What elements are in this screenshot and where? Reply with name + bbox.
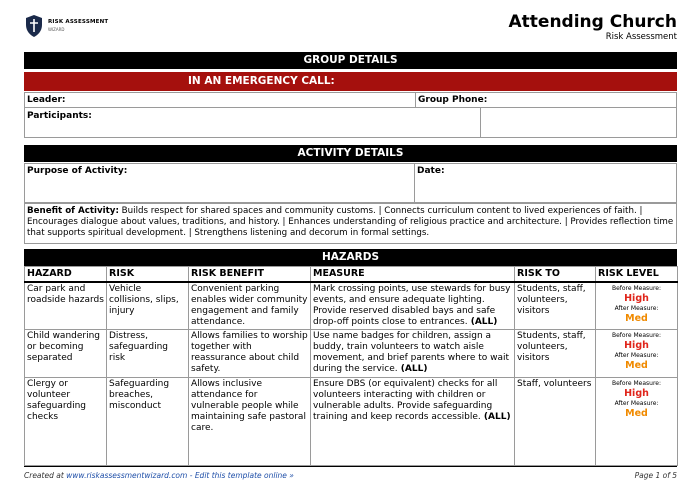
footer-credit xyxy=(24,471,294,480)
before-level: High xyxy=(624,292,649,304)
table-row xyxy=(25,282,678,330)
group-phone-label: Group Phone: xyxy=(418,95,488,105)
hazards-header-row xyxy=(25,267,678,282)
footer-edit-link[interactable]: - Edit this template online » xyxy=(187,471,294,480)
benefit-cell: Convenient parking enables wider community engagement and family attendance. xyxy=(189,282,311,330)
page-header xyxy=(24,10,677,46)
after-measure-label: After Measure: xyxy=(614,352,659,359)
col-measure: MEASURE xyxy=(311,267,515,282)
risk-cell: Distress, safeguarding risk xyxy=(107,330,189,378)
hazard-cell: Car park and roadside hazards xyxy=(25,282,107,330)
benefit-cell: Allows inclusive attendance for vulnerable people while maintaining safe pastoral care. xyxy=(189,378,311,466)
risk-to-cell: Students, staff, volunteers, visitors xyxy=(515,330,596,378)
measure-text: Use name badges for children, assign a buddy, train volunteers to watch aisle movement, and brief parents where to wait during the service. xyxy=(313,331,510,374)
logo-subtitle: WIZARD xyxy=(48,26,65,32)
measure-tag: (ALL) xyxy=(480,412,511,422)
measure-tag: (ALL) xyxy=(397,364,428,374)
measure-cell xyxy=(311,330,515,378)
hazards-table xyxy=(24,266,678,466)
after-measure-label: After Measure: xyxy=(614,304,659,312)
benefit-of-activity xyxy=(24,203,677,244)
after-level: Med xyxy=(625,312,648,324)
risk-level-cell xyxy=(596,378,678,466)
table-row xyxy=(25,330,678,378)
table-row xyxy=(25,378,678,466)
measure-text: Mark crossing points, use stewards for busy events, and ensure adequate lighting. Provide reserved disabled bays and safe drop-off points close to entrances. xyxy=(313,283,511,327)
group-details-box xyxy=(24,92,677,138)
col-risk-benefit: RISK BENEFIT xyxy=(189,267,311,282)
leader-label: Leader: xyxy=(27,95,66,105)
footer-site-link[interactable]: www.riskassessmentwizard.com xyxy=(66,471,188,480)
date-label: Date: xyxy=(417,166,445,176)
col-risk-level: RISK LEVEL xyxy=(596,267,678,282)
col-risk-to: RISK TO xyxy=(515,267,596,282)
col-risk: RISK xyxy=(107,267,189,282)
benefit-label: Benefit of Activity: xyxy=(27,206,119,216)
after-level: Med xyxy=(625,360,648,371)
hazard-cell: Child wandering or becoming separated xyxy=(25,330,107,378)
logo-title: RISK ASSESSMENT xyxy=(48,19,109,26)
hazards-heading: HAZARDS xyxy=(24,249,677,266)
footer-created: Created at xyxy=(24,471,67,480)
risk-cell: Vehicle collisions, slips, injury xyxy=(107,282,189,330)
footer-divider xyxy=(24,466,677,467)
risk-cell: Safeguarding breaches, misconduct xyxy=(107,378,189,466)
participants-label: Participants: xyxy=(27,111,92,121)
measure-cell xyxy=(311,378,515,466)
before-measure-label: Before Measure: xyxy=(611,284,662,292)
risk-level-cell xyxy=(596,282,678,330)
before-level: High xyxy=(624,340,649,351)
document-subtitle: Risk Assessment xyxy=(605,32,677,42)
risk-level-cell xyxy=(596,330,678,378)
measure-tag: (ALL) xyxy=(467,316,498,327)
group-details-heading: GROUP DETAILS xyxy=(24,52,677,69)
risk-to-cell: Students, staff, volunteers, visitors xyxy=(515,282,596,330)
before-measure-label: Before Measure: xyxy=(611,380,662,387)
page-number: Page 1 of 5 xyxy=(634,471,677,480)
emergency-call-bar: IN AN EMERGENCY CALL: xyxy=(24,72,677,91)
purpose-label: Purpose of Activity: xyxy=(27,166,128,176)
col-hazard: HAZARD xyxy=(25,267,107,282)
measure-text: Ensure DBS (or equivalent) checks for all volunteers interacting with children or vulnerable adults. Provide safeguarding training and keep records accessible. xyxy=(313,379,498,422)
hazard-cell: Clergy or volunteer safeguarding checks xyxy=(25,378,107,466)
after-level: Med xyxy=(625,408,648,419)
benefit-cell: Allows families to worship together with reassurance about child safety. xyxy=(189,330,311,378)
after-measure-label: After Measure: xyxy=(614,400,659,407)
logo xyxy=(24,14,108,38)
before-measure-label: Before Measure: xyxy=(611,332,662,339)
document-title: Attending Church xyxy=(508,12,677,32)
measure-cell xyxy=(311,282,515,330)
before-level: High xyxy=(624,388,649,399)
risk-to-cell: Staff, volunteers xyxy=(515,378,596,466)
activity-details-heading: ACTIVITY DETAILS xyxy=(24,145,677,162)
shield-logo-icon xyxy=(24,14,44,38)
benefit-text: Builds respect for shared spaces and community customs. | Connects curriculum content to lived experiences of faith. | Encourages dialogue about values, traditions, and history. | Enhances understanding of religious practice and architecture. | Provides reflection time that supports spiritual development. | Strengthens listening and decorum in formal settings. xyxy=(27,206,674,238)
